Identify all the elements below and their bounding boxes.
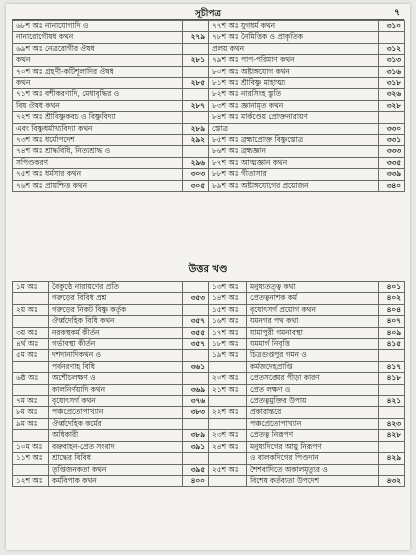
toc-entry-page: ২৮৫ (183, 78, 209, 89)
toc-entry-page (379, 350, 405, 361)
toc-row (13, 293, 405, 304)
toc-row (13, 55, 405, 66)
toc-entry-title: গর্ভাবস্থা কীর্তন (49, 339, 183, 350)
toc-row (13, 316, 405, 327)
toc-entry-title: প্রেতত্বমুক্তির উপায় (247, 396, 379, 407)
toc-chapter-number (209, 396, 247, 407)
toc-row (13, 464, 405, 475)
toc-entry-title: ঔর্ধ্বদেহিক বিধি কথন (49, 316, 183, 327)
toc-entry-page: ৪১৫ (379, 339, 405, 350)
toc-entry-page: ৩১৩ (379, 55, 405, 66)
toc-entry-page (183, 112, 209, 123)
toc-entry-title: তৃপ্তিজনকতা কথন (49, 464, 183, 475)
toc-entry-page: ৪১৮ (379, 373, 405, 384)
toc-chapter-number: ২১শ অঃ (209, 384, 247, 395)
toc-entry-title: চিত্রগুপ্তপুর গমন ও (247, 350, 379, 361)
toc-entry-page: ৩৬৯ (183, 384, 209, 395)
toc-entry-page (183, 373, 209, 384)
toc-entry-page: ৩৪০ (379, 180, 405, 191)
toc-entry-page: ৩৩৩ (379, 146, 405, 157)
toc-entry-title: ৮১শ অঃ শ্রীবিষ্ণু মাহাত্ম্য (209, 78, 379, 89)
toc-entry-title: দশদানাদিকথন ও (49, 350, 183, 361)
toc-table-top (12, 20, 405, 192)
toc-row (13, 169, 405, 180)
toc-chapter-number: ১৭শ অঃ (209, 327, 247, 338)
toc-entry-title: ৬৯শ অঃ নেত্ররোগীর ঔষধ (13, 43, 183, 54)
toc-entry-page: ২৮৯ (183, 123, 209, 134)
toc-entry-page (183, 304, 209, 315)
section-heading: উত্তর খণ্ড (188, 264, 228, 275)
toc-entry-title: ৮৪শ অঃ মার্কণ্ডেয় প্রোক্তনারায়ণ (209, 112, 379, 123)
toc-entry-title: প্রেতত্বনাশক কর্ম (247, 293, 379, 304)
toc-entry-title: পর্বনরণাহ বিধি (49, 361, 183, 372)
toc-entry-title: পঞ্চপ্রেতোপাখ্যান (247, 418, 379, 429)
toc-row (13, 157, 405, 168)
toc-entry-page: ৩১২ (379, 43, 405, 54)
toc-row (13, 282, 405, 293)
toc-entry-title: মনুষ্যদিগের আয়ু নিরূপণ (247, 441, 379, 452)
toc-entry-page: ৪৩২ (379, 475, 405, 486)
toc-chapter-number: ১ম অঃ (13, 282, 49, 293)
toc-entry-title: এবং বিষ্ণুধর্মাখ্যবিদ্যা কথন (13, 123, 183, 134)
toc-entry-page: ৪০০ (183, 475, 209, 486)
toc-entry-title: যমমার্গ নিবৃত্তি (247, 339, 379, 350)
toc-entry-title: মনুষ্যতত্ত্ব কথা (247, 282, 379, 293)
toc-entry-page (379, 384, 405, 395)
toc-table-bottom (12, 281, 405, 487)
toc-chapter-number: ৩য় অঃ (13, 327, 49, 338)
toc-entry-title: প্রেত লক্ষণ ও (247, 384, 379, 395)
toc-row (13, 350, 405, 361)
toc-entry-title: স্তোত্র (209, 123, 379, 134)
toc-entry-page: ২৮৭ (183, 100, 209, 111)
toc-entry-page: ৩২৬ (379, 89, 405, 100)
page-number: ৭ (394, 8, 400, 18)
toc-chapter-number: ১৫শ অঃ (209, 304, 247, 315)
toc-chapter-number (13, 464, 49, 475)
toc-chapter-number: ১১শ অঃ (13, 453, 49, 464)
toc-entry-title: ৭১শ অঃ বশীকরণাদি, মেধাবৃদ্ধির ও (13, 89, 183, 100)
toc-entry-page: ৪০৭ (379, 316, 405, 327)
toc-entry-page: ৩৯৫ (183, 464, 209, 475)
toc-entry-page: ৪২৯ (379, 453, 405, 464)
toc-row (13, 304, 405, 315)
toc-entry-title: ৮৭শ অঃ আত্মজ্ঞান কথন (209, 157, 379, 168)
toc-row (13, 43, 405, 54)
toc-chapter-number: ৯ম অঃ (13, 418, 49, 429)
toc-entry-title: ৮৫শ অঃ ব্রহ্মাপ্রোক্ত বিষ্ণুস্তোত্র (209, 135, 379, 146)
toc-entry-page (379, 441, 405, 452)
toc-entry-page (379, 32, 405, 43)
toc-entry-title: কর্মজদেহপ্রাপ্তি (247, 361, 379, 372)
toc-row (13, 180, 405, 191)
toc-entry-page (183, 66, 209, 77)
toc-entry-page: ৪০২ (379, 293, 405, 304)
toc-row (13, 396, 405, 407)
toc-entry-title: ৮৮শ অঃ গীতাসার (209, 169, 379, 180)
toc-row (13, 146, 405, 157)
toc-entry-page: ৩৫৭ (183, 316, 209, 327)
toc-row (13, 418, 405, 429)
book-page (6, 4, 410, 550)
toc-chapter-number: ১০ম অঃ (13, 441, 49, 452)
toc-chapter-number: ১২শ অঃ (13, 475, 49, 486)
toc-entry-page: ৩০৩ (183, 169, 209, 180)
toc-chapter-number: ২৫শ অঃ (209, 464, 247, 475)
toc-entry-title: নানারোগৌষধ কথন (13, 32, 183, 43)
toc-entry-title: বভ্রুবাহন-প্রেত সংবাদ (49, 441, 183, 452)
toc-row (13, 78, 405, 89)
toc-row (13, 89, 405, 100)
toc-entry-page: ৪২১ (379, 396, 405, 407)
toc-row (13, 327, 405, 338)
toc-entry-page (183, 418, 209, 429)
toc-entry-title: প্রকারান্তরে (247, 407, 379, 418)
page-header (6, 4, 410, 20)
toc-entry-page: ৩৩১ (379, 135, 405, 146)
toc-row (13, 100, 405, 111)
toc-entry-page: ৩০৫ (183, 180, 209, 191)
toc-entry-page (379, 407, 405, 418)
toc-entry-title: বৈকুণ্ঠে নারায়ণের প্রতি (49, 282, 183, 293)
toc-entry-page: ৩৯১ (183, 441, 209, 452)
toc-entry-page: ৩১৮ (379, 78, 405, 89)
toc-entry-page: ৩৫৩ (183, 293, 209, 304)
toc-entry-page: ৩৩৯ (379, 169, 405, 180)
toc-row (13, 430, 405, 441)
page-title: সূচীপত্র (194, 9, 222, 19)
toc-row (13, 373, 405, 384)
toc-entry-page: ৪১৭ (379, 361, 405, 372)
toc-entry-page: ৩৫৫ (183, 327, 209, 338)
toc-row (13, 112, 405, 123)
toc-chapter-number (209, 475, 247, 486)
toc-entry-page: ৩৩৫ (379, 157, 405, 168)
toc-chapter-number: ১৪শ অঃ (209, 293, 247, 304)
toc-entry-title: বৃষোৎসর্গ কথন (49, 396, 183, 407)
toc-entry-title: যামাপুরী গমনাবস্থা (247, 327, 379, 338)
toc-entry-title: ৮৯শ অঃ অষ্টাঙ্গযোগের প্রয়োজন (209, 180, 379, 191)
toc-row (13, 407, 405, 418)
toc-entry-page: ৩৭৬ (183, 396, 209, 407)
toc-entry-page: ২৯২ (183, 135, 209, 146)
toc-entry-title: যমনগর পথ কথা (247, 316, 379, 327)
toc-row (13, 123, 405, 134)
toc-entry-title: বিষ ঔষধ কথন (13, 100, 183, 111)
toc-entry-title: গরুড়ের নিকট বিষ্ণু কর্তৃক (49, 304, 183, 315)
toc-chapter-number (13, 384, 49, 395)
toc-row (13, 475, 405, 486)
toc-entry-title: ৭৫শ অঃ ধর্মসার কথন (13, 169, 183, 180)
toc-chapter-number (209, 418, 247, 429)
toc-entry-title: অধিকারী (49, 430, 183, 441)
toc-entry-page (183, 350, 209, 361)
toc-entry-title: ৮৬শ অঃ ব্রহ্মজ্ঞান (209, 146, 379, 157)
toc-entry-title: শৈশবাদিতে অকালমৃত্যুর ও (247, 464, 379, 475)
toc-entry-page (183, 89, 209, 100)
toc-entry-title: সপিণ্ডকরণ (13, 157, 183, 168)
toc-row (13, 361, 405, 372)
toc-entry-title: ৭২শ অঃ শ্রীবিষ্ণুকবচ ও বিষ্ণুবিদ্যা (13, 112, 183, 123)
toc-row (13, 339, 405, 350)
toc-chapter-number (209, 361, 247, 372)
toc-chapter-number: ৫ম অঃ (13, 350, 49, 361)
toc-row (13, 135, 405, 146)
toc-chapter-number (13, 293, 49, 304)
toc-entry-page (183, 282, 209, 293)
toc-entry-page: ৩৩০ (379, 123, 405, 134)
toc-entry-page (183, 21, 209, 32)
toc-entry-title: ঔর্ধ্বদেহিক কর্মের (49, 418, 183, 429)
toc-entry-title: বৃষোৎসর্গ প্রয়োগ কথন (247, 304, 379, 315)
toc-entry-title: ৭০শ অঃ গ্রহণী-কটিশূলাদির ঔষধ (13, 66, 183, 77)
toc-entry-title: ৭৮শ অঃ নৈমিত্তিক ও প্রাকৃতিক (209, 32, 379, 43)
toc-entry-title: ৮২শ অঃ নারসিংহ স্তুতি (209, 89, 379, 100)
toc-row (13, 441, 405, 452)
toc-chapter-number: ২০শ অঃ (209, 373, 247, 384)
toc-chapter-number: ২য় অঃ (13, 304, 49, 315)
toc-entry-title: ৭৪শ অঃ শ্রাদ্ধবিধি, নিত্যশ্রাদ্ধ ও (13, 146, 183, 157)
toc-chapter-number: ১৯শ অঃ (209, 350, 247, 361)
toc-entry-title: প্রেতসঙ্ঘের পীড়া কারণ (247, 373, 379, 384)
toc-entry-page: ৩৫৭ (183, 339, 209, 350)
toc-entry-title: কর্মবিপাক কথন (49, 475, 183, 486)
toc-chapter-number (13, 361, 49, 372)
toc-row (13, 453, 405, 464)
toc-chapter-number: ৪র্থ অঃ (13, 339, 49, 350)
toc-entry-title: ৮০শ অঃ অষ্টাঙ্গযোগ কথন (209, 66, 379, 77)
toc-entry-title: অশৌচলক্ষণ ও (49, 373, 183, 384)
toc-entry-page: ৪২৩ (379, 418, 405, 429)
toc-entry-page: ৪২৮ (379, 430, 405, 441)
toc-chapter-number (209, 453, 247, 464)
toc-entry-page: ২৯৬ (183, 157, 209, 168)
toc-entry-page: ৩৮৯ (183, 430, 209, 441)
toc-entry-page: ৩১৬ (379, 66, 405, 77)
toc-chapter-number: ২৪শ অঃ (209, 441, 247, 452)
toc-chapter-number (13, 430, 49, 441)
toc-entry-title: ৭৩শ অঃ ধর্মোপদেশ (13, 135, 183, 146)
toc-entry-page: ৩৬১ (183, 361, 209, 372)
toc-entry-title: ৮৩শ অঃ জ্ঞানামৃত কথন (209, 100, 379, 111)
toc-entry-page (183, 146, 209, 157)
toc-entry-page (183, 43, 209, 54)
toc-entry-page: ৪০৯ (379, 327, 405, 338)
toc-row (13, 32, 405, 43)
toc-entry-page: ২৭৯ (183, 32, 209, 43)
toc-entry-title: কথন (13, 55, 183, 66)
toc-entry-title: ৭৬শ অঃ প্রায়শ্চিত্ত কথন (13, 180, 183, 191)
toc-chapter-number: ৭ম অঃ (13, 396, 49, 407)
toc-entry-title: ৭৭শ অঃ যুগধর্ম কথন (209, 21, 379, 32)
toc-entry-title: ও বালকদিগের পিণ্ডদান (247, 453, 379, 464)
toc-entry-title: প্রেতত্ব নিরূপণ (247, 430, 379, 441)
toc-entry-page: ৩২৮ (379, 100, 405, 111)
toc-chapter-number: ১৮শ অঃ (209, 339, 247, 350)
toc-entry-page: ৩১০ (379, 21, 405, 32)
toc-chapter-number (13, 316, 49, 327)
toc-chapter-number: ৬ষ্ঠ অঃ (13, 373, 49, 384)
toc-entry-page (183, 453, 209, 464)
toc-entry-page: ৪০১ (379, 282, 405, 293)
toc-entry-page: ২৮১ (183, 55, 209, 66)
toc-chapter-number: ২২শ অঃ (209, 407, 247, 418)
toc-entry-page (379, 112, 405, 123)
toc-chapter-number: ৮ম অঃ (13, 407, 49, 418)
toc-entry-page (379, 464, 405, 475)
toc-row (13, 66, 405, 77)
toc-chapter-number: ১৩শ অঃ (209, 282, 247, 293)
toc-chapter-number: ১৬শ অঃ (209, 316, 247, 327)
toc-entry-title: ৬৮শ অঃ নানাযোগাদি ও (13, 21, 183, 32)
toc-entry-title: গরুড়ের বিবিধ প্রশ্ন (49, 293, 183, 304)
toc-entry-title: প্রলয় কথন (209, 43, 379, 54)
toc-entry-title: কালনির্ণয়াদি কথন (49, 384, 183, 395)
toc-entry-title: নরকস্থকর্ম কীর্তন (49, 327, 183, 338)
toc-entry-page: ৩৮৩ (183, 407, 209, 418)
toc-entry-page: ৪০৪ (379, 304, 405, 315)
toc-entry-title: পঞ্চপ্রেতোপাখ্যান (49, 407, 183, 418)
toc-chapter-number: ২৩শ অঃ (209, 430, 247, 441)
toc-row (13, 384, 405, 395)
toc-entry-title: বিশেষ কর্তব্যতা উপদেশ (247, 475, 379, 486)
toc-entry-title: ৭৯শ অঃ পাপ-পরিমাণ কথন (209, 55, 379, 66)
toc-entry-title: শ্রাদ্ধের বিবিধ (49, 453, 183, 464)
toc-entry-title: কথন (13, 78, 183, 89)
toc-row (13, 21, 405, 32)
